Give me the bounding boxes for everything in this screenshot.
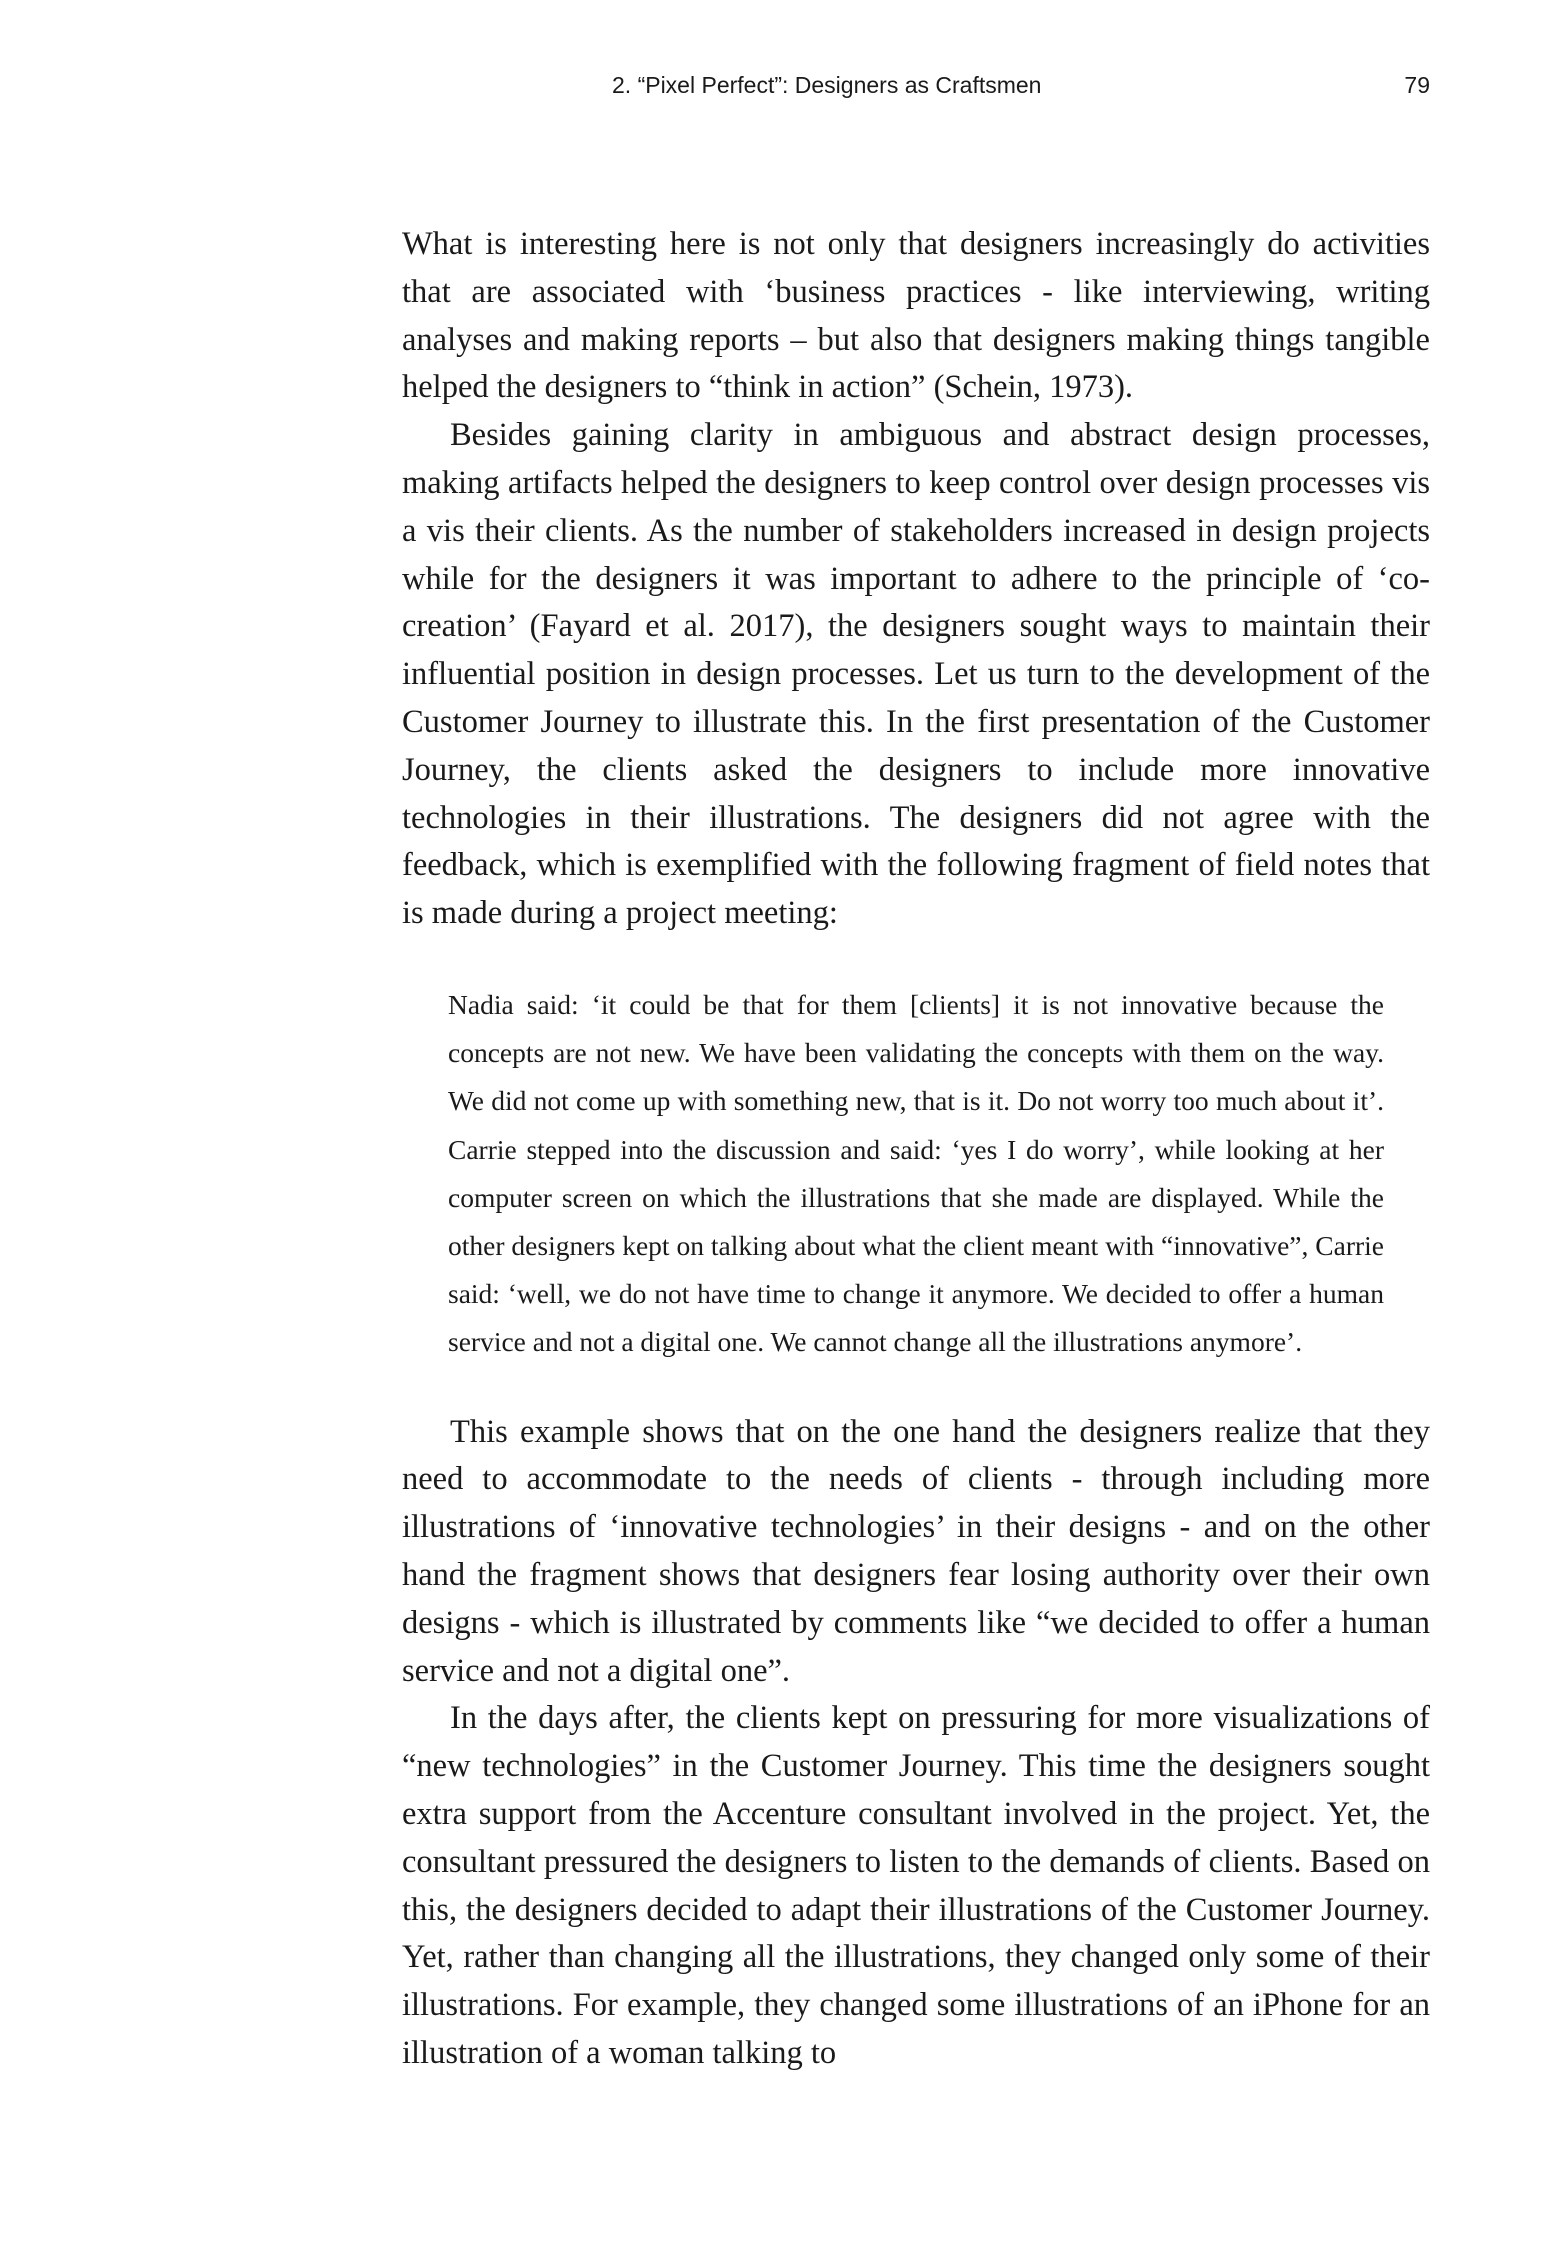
running-head xyxy=(402,70,1430,100)
chapter-title: 2. “Pixel Perfect”: Designers as Craftsmen xyxy=(612,72,1042,98)
paragraph: Besides gaining clarity in ambiguous and abstract design processes, making artifacts helped the designers to keep control over design processes vis a vis their clients. As the number of stakeholders increased in design projects while for the designers it was important to adhere to the principle of ‘co-creation’ (Fayard et al. 2017), the designers sought ways to maintain their influential position in design processes. Let us turn to the development of the Customer Journey to illustrate this. In the first presentation of the Customer Journey, the clients asked the designers to include more innovative technologies in their illustrations. The designers did not agree with the feedback, which is exemplified with the following fragment of field notes that is made during a project meeting: xyxy=(402,417,1430,932)
body-text xyxy=(402,221,1430,2078)
paragraph: This example shows that on the one hand the designers realize that they need to accommodate to the needs of clients - through including more illustrations of ‘innovative technologies’ in their designs - and on the other hand the fragment shows that designers fear losing authority over their own designs - which is illustrated by comments like “we decided to offer a human service and not a digital one”. xyxy=(402,1413,1430,1689)
paragraph: What is interesting here is not only that designers increasingly do activities that are associated with ‘business practices - like interviewing, writing analyses and making reports – but also that designers making things tangible helped the designers to “think in action” (Schein, 1973). xyxy=(402,226,1430,406)
block-quote-field-notes: Nadia said: ‘it could be that for them [clients] it is not innovative because the concepts are not new. We have been validating the concepts with them on the way. We did not come up with something new, that is it. Do not worry too much about it’. Carrie stepped into the discussion and said: ‘yes I do worry’, while looking at her computer screen on which the illustrations that she made are displayed. While the other designers kept on talking about what the client meant with “innovative”, Carrie said: ‘well, we do not have time to change it anymore. We decided to offer a human service and not a digital one. We cannot change all the illustrations anymore’. xyxy=(448,988,1384,1358)
paragraph: In the days after, the clients kept on pressuring for more visualizations of “new technologies” in the Customer Journey. This time the designers sought extra support from the Accenture consultant involved in the project. Yet, the consultant pressured the designers to listen to the demands of clients. Based on this, the designers decided to adapt their illustrations of the Customer Journey. Yet, rather than changing all the illustrations, they changed only some of their illustrations. For example, they changed some illustrations of an iPhone for an illustration of a woman talking to xyxy=(402,1700,1430,2071)
page-number: 79 xyxy=(1404,72,1430,98)
